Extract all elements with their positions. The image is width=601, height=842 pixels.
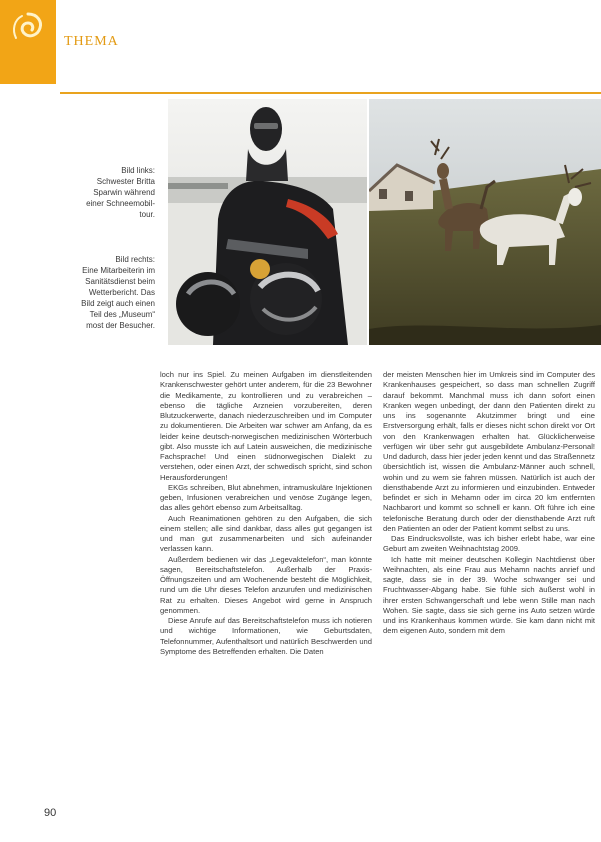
- spiral-logo-icon: [8, 8, 48, 48]
- paragraph: EKGs schreiben, Blut abnehmen, intramuskuläre Injektionen geben, Infusionen verabreichen und venöse Zugänge legen, das alles gehört ebenso zum Arbeitsalltag.: [160, 482, 372, 513]
- paragraph: der meisten Menschen hier im Umkreis sind im Computer des Krankenhauses gespeichert, so dass man schnellen Zugriff darauf bekommt. Manchmal muss ich dann sofort einen Kranken wegen unbedingt, der dann den Patienten direkt zu uns ins sogenannte Akutzimmer bringt und eine Erstversorgung erhält, falls er dieses nicht schon direkt vor Ort von den Krankenwagen erhalten hat. Glücklicherweise verfügen wir über sehr gut ausgebildete Ambulanz-Personal! Und dadurch, dass hier jeder jeden kennt und das Straßennetz übersichtlich ist, wissen die Ambulanz-Männer auch schnell, wohin und zu wem sie fahren müssen. Natürlich ist auch der diensthabende Arzt zu informieren und einzubinden. Entweder befindet er sich in Mehamn oder im circa 20 km entfernten Nachbarort und kommt so schnell er kann. Oft führe ich eine telefonische Beratung durch oder der diensthabende Arzt ruft den Patienten an oder der Patient kommt selbst zu uns.: [383, 370, 595, 533]
- caption-line: Wetterbericht. Das: [88, 288, 155, 297]
- caption-line: most der Besucher.: [86, 321, 155, 330]
- paragraph: Ich hatte mit meiner deutschen Kollegin Nachtdienst über Weihnachten, als eine Frau aus Mehamn nachts anrief und sagte, dass sie in der 39. Woche schwanger sei und Fruchtwasser-Abgang habe. Sie fühle sich äußerst wohl in ihrer ersten Schwangerschaft und lebe wenn Stille man nach Wohen. Sie sagte, dass sie sich gerne ins Auto setzen würde und ins Krankenhaus kommen würde. Sie kam dann nicht mit dem eigenen Auto, sondern mit dem: [383, 554, 595, 636]
- paragraph: Das Eindrucksvollste, was ich bisher erlebt habe, war eine Geburt am zweiten Weihnachtstag 2009.: [383, 534, 595, 554]
- paragraph: Auch Reanimationen gehören zu den Aufgaben, die sich einem stellen; alle sind dankbar, dass alles gut gegangen ist und man gut zusammenarbeiten und sich aufeinander verlassen kann.: [160, 513, 372, 554]
- caption-line: Sparwin während: [93, 188, 155, 197]
- page-number: 90: [44, 807, 57, 819]
- caption-left-photo: [60, 165, 155, 220]
- caption-line: Bild rechts:: [115, 255, 155, 264]
- paragraph: Außerdem bedienen wir das „Legevaktelefon“, man könnte sagen, Bereitschaftstelefon. Außerhalb der Praxis-Öffnungszeiten und am Wochenende besteht die Möglichkeit, rund um die Uhr dieses Telefon anzurufen und medizinischen Rat zu erhalten. Dieses Angebot wird gerne in Anspruch genommen.: [160, 554, 372, 615]
- caption-line: einer Schneemobil-: [86, 199, 155, 208]
- article-column-right: [383, 370, 595, 637]
- photo-reindeer: [369, 99, 601, 345]
- caption-line: Teil des „Museum“: [89, 310, 155, 319]
- caption-line: Bild zeigt auch einen: [81, 299, 155, 308]
- caption-line: Bild links:: [121, 166, 155, 175]
- caption-line: tour.: [139, 210, 155, 219]
- header-rule: [60, 92, 601, 94]
- paragraph: Diese Anrufe auf das Bereitschaftstelefon muss ich notieren und wichtige Informationen, wie Geburtsdaten, Telefonnummer, Aufenthaltsort und natürlich Beschwerden und Symptome des Betreffenden erhalten. Die Daten: [160, 616, 372, 656]
- photo-snowmobile-rider: [168, 99, 367, 345]
- caption-line: Schwester Britta: [96, 177, 155, 186]
- caption-line: Sanitätsdienst beim: [85, 277, 155, 286]
- caption-right-photo: [60, 254, 155, 331]
- article-column-left: [160, 370, 372, 657]
- section-logo-block: [0, 0, 56, 84]
- paragraph: loch nur ins Spiel. Zu meinen Aufgaben im dienstleitenden Krankenschwester gehört unter anderem, für die 23 Bewohner die Medikamente, zu kontrollieren und zu verabreichen – ebenso die tägliche Arzneien vorzubereiten, deren Blutzuckerwerte, danach niederzuschreiben und im Computer zu dokumentieren. Die Arbeiten war schwer am Anfang, da es leider keine deutsch-norwegischen medizinischen Wörterbuch gibt. Also musste ich auf Latein ausweichen, die medizinische Fachsprache! Und einen südnorwegischen Dialekt zu verstehen, oder einen Arzt, der schwedisch spricht, sind schon Herausforderungen!: [160, 370, 372, 482]
- section-label: THEMA: [64, 34, 119, 49]
- caption-line: Eine Mitarbeiterin im: [82, 266, 155, 275]
